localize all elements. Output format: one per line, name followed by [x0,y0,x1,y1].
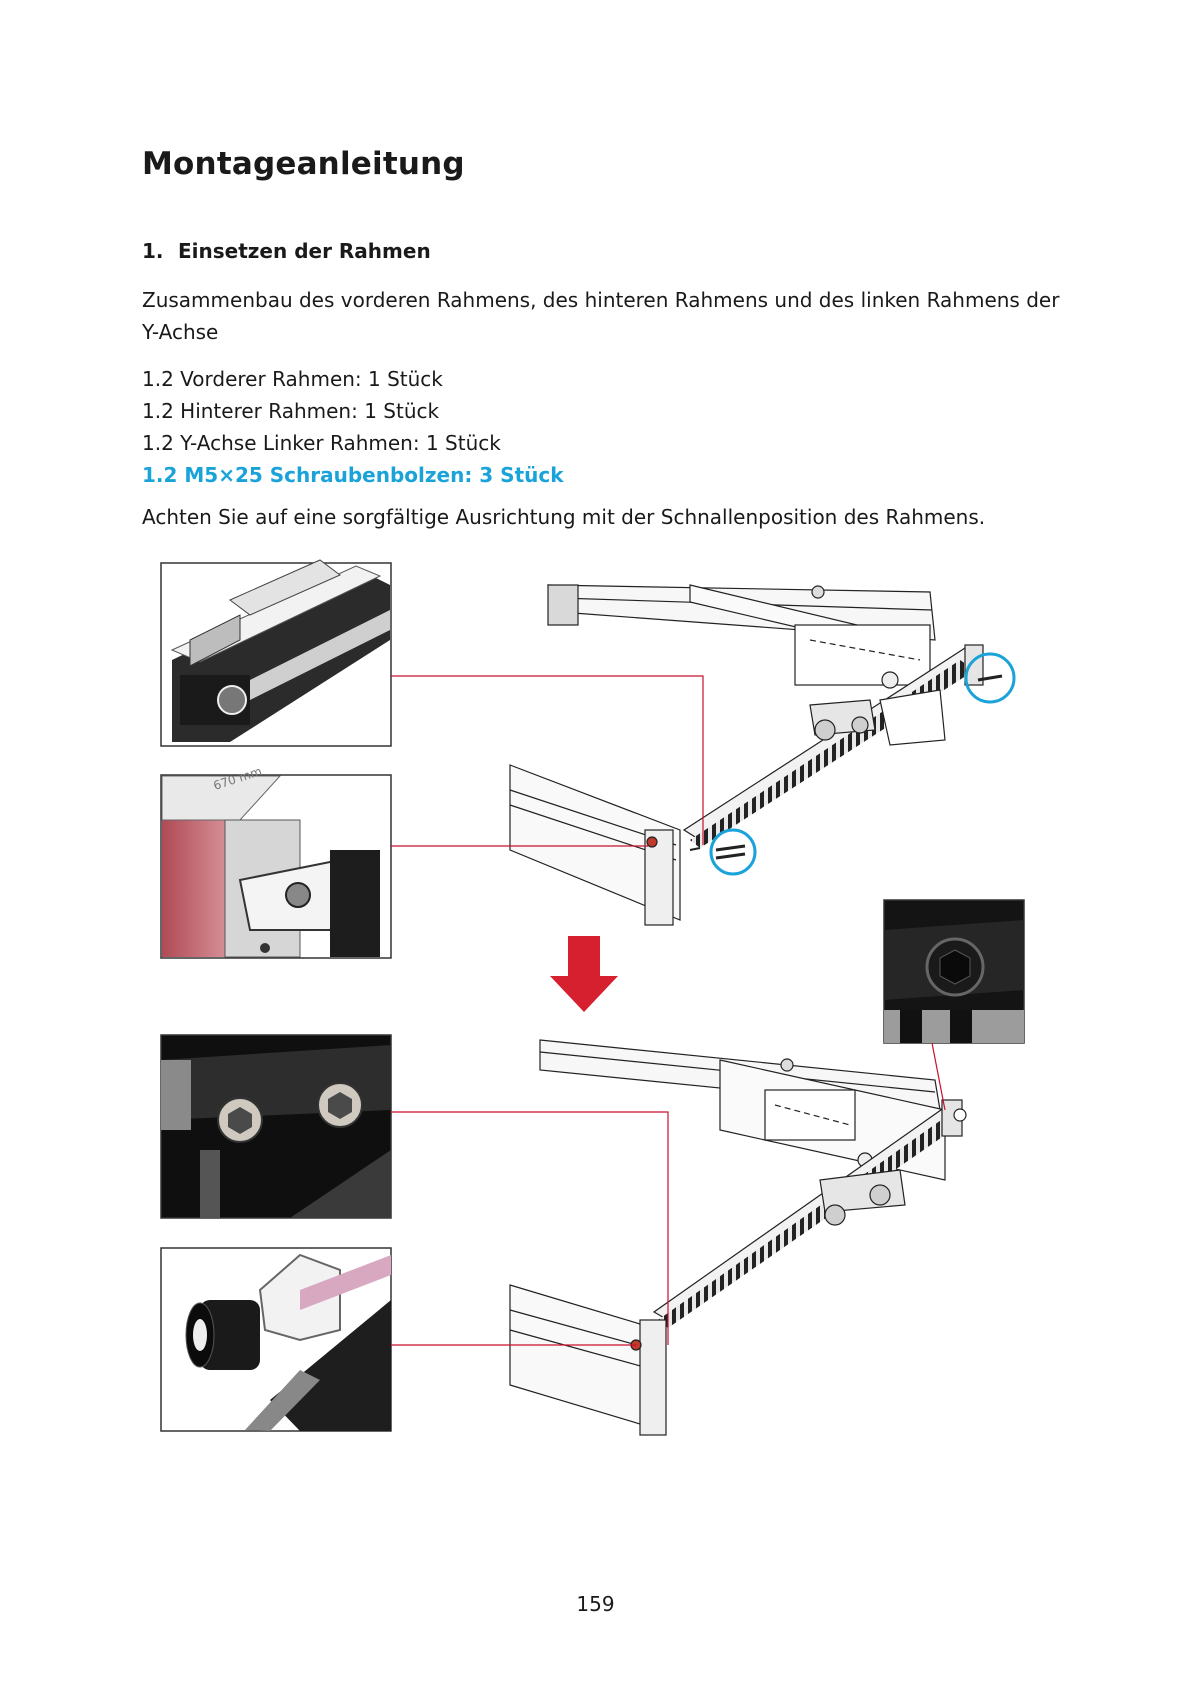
length-label: 670 mm [211,764,264,793]
assembly-drawing-after [510,1040,966,1435]
part-item-highlighted: 1.2 M5×25 Schraubenbolzen: 3 Stück [142,463,564,487]
page-number: 159 [576,1592,615,1616]
part-item: 1.2 Y-Achse Linker Rahmen: 1 Stück [142,431,501,455]
part-item: 1.2 Hinterer Rahmen: 1 Stück [142,399,440,423]
section-number: 1. [142,239,164,263]
detail-photo-profile-end [161,560,391,746]
detail-photo-end-bracket [161,1248,391,1431]
assembly-drawing-before [510,585,1014,925]
part-item: 1.2 Vorderer Rahmen: 1 Stück [142,367,443,391]
page-title: Montageanleitung [142,146,465,182]
intro-paragraph: Zusammenbau des vorderen Rahmens, des hinteren Rahmens und des linken Rahmens der Y-Achse [142,288,1060,344]
detail-photo-bolts [161,1035,391,1218]
alignment-note: Achten Sie auf eine sorgfältige Ausrichtung mit der Schnallenposition des Rahmens. [142,505,986,529]
detail-photo-hex-bolt [884,900,1024,1043]
detail-photo-red-profile [161,764,391,958]
down-arrow-icon [550,936,618,1012]
section-title: Einsetzen der Rahmen [178,239,431,263]
